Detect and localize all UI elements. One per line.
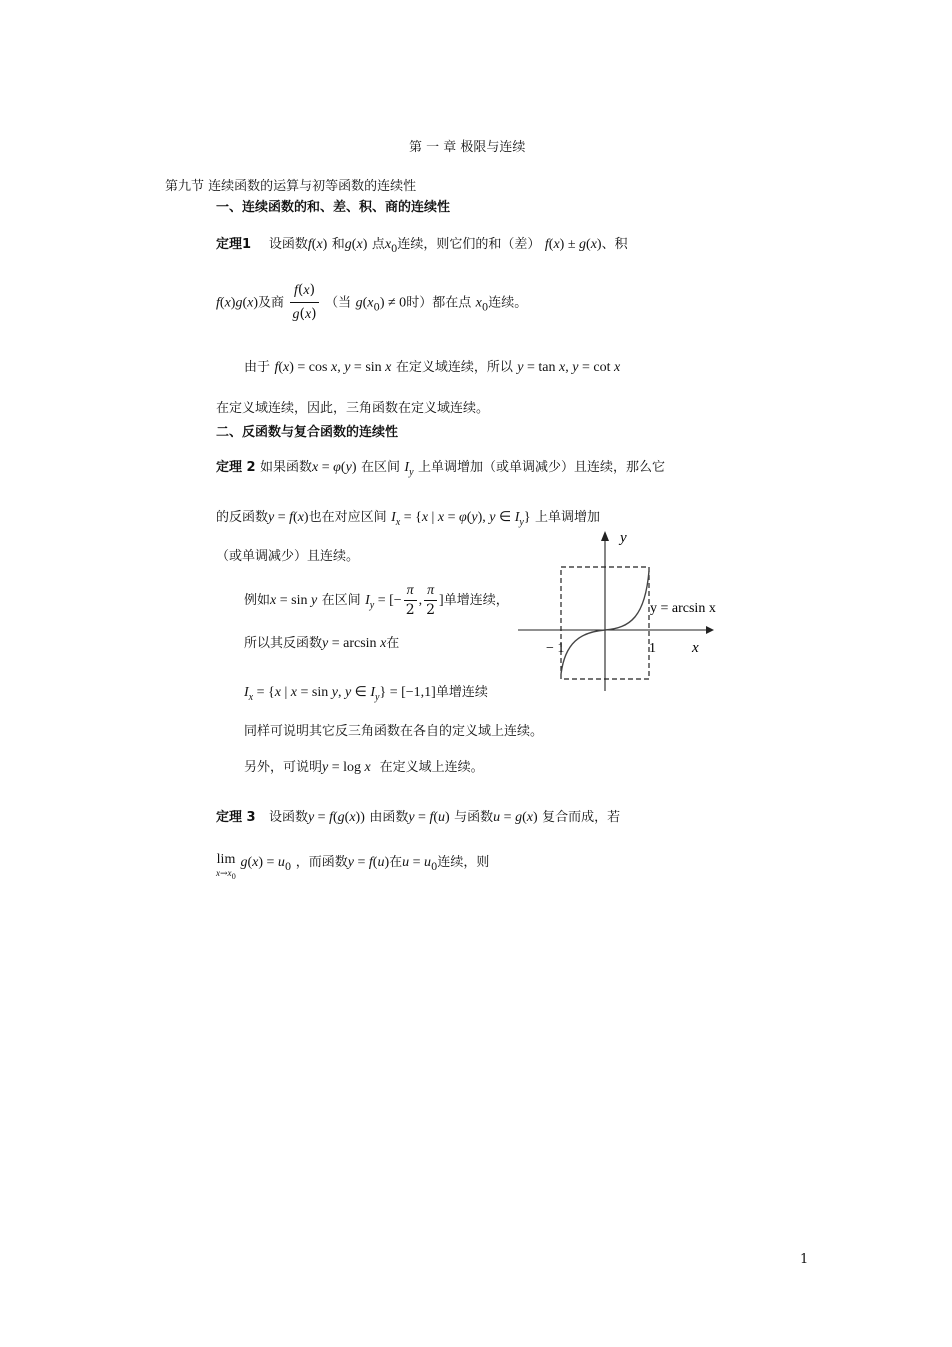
theorem3-label: 定理 3 [216, 810, 256, 825]
limit-expression: lim $x\to x_0$ [216, 852, 237, 881]
theorem1-line1: 定理1 设函数f(x) 和g(x) 点$x_0$连续，则它们的和（差） f(x) ± g(x)、积 [216, 237, 628, 255]
theorem1-text-f: 及商 [258, 295, 285, 311]
heading-sum-product: 一、连续函数的和、差、积、商的连续性 [216, 200, 451, 215]
example-text-h: 另外，可说明 [244, 760, 323, 775]
trig-text-a: 由于 [244, 360, 271, 375]
theorem1-text-g: （当 [325, 295, 352, 311]
example-text-i: 在定义域上连续。 [379, 760, 484, 775]
theorem3-text-d: 复合而成，若 [542, 810, 621, 825]
theorem3-line1: 定理 3 设函数y = f(g(x)) 由函数y = f(u) 与函数u = g(x) 复合而成，若 [216, 810, 621, 825]
tick-label-one: 1 [649, 641, 656, 656]
pi-half-fraction: $\frac{\pi}{2}$ [426, 583, 436, 618]
theorem3-text-c: 与函数 [454, 810, 494, 825]
example-line1: 例如x = sin y 在区间 $I_y$ = [− $\frac{\pi}{2}$ , $\frac{\pi}{2}$ ]单增连续， [244, 583, 509, 618]
quotient-fraction: $\frac{f(x)}{g(x)}$ [290, 279, 318, 326]
theorem1-text-e: 、积 [601, 237, 628, 252]
theorem1-text-b: 和 [331, 237, 345, 252]
axis-x-label: x [692, 640, 699, 656]
pi-half-neg-fraction: $\frac{\pi}{2}$ [405, 583, 415, 618]
theorem2-line2: 的反函数y = f(x)也在对应区间 $I_x = \{x$ | x = φ(y), y ∈ $I_y$} 上单调增加 [216, 510, 601, 528]
theorem2-text-e: 也在对应区间 [308, 510, 387, 525]
theorem3-text-f: 在 [389, 855, 403, 870]
theorem1-line2: f(x)g(x)及商 $\frac{f(x)}{g(x)}$ （当 $g(x_0) \ne 0$时）都在点 $x_0$连续。 [216, 279, 527, 326]
example-text-f: 单增连续 [435, 685, 488, 700]
theorem1-label: 定理1 [216, 237, 252, 252]
theorem2-text-c: 上单调增加（或单调减少）且连续，那么它 [417, 460, 665, 475]
theorem3-text-b: 由函数 [369, 810, 409, 825]
example-text-d: 所以其反函数 [244, 636, 323, 651]
example-line5: 另外，可说明y = log x 在定义域上连续。 [244, 760, 484, 775]
theorem2-text-d: 的反函数 [216, 510, 269, 525]
example-text-b: 在区间 [321, 593, 361, 608]
trig-text-c: 在定义域连续，因此，三角函数在定义域连续。 [216, 401, 490, 416]
x-axis-arrow-icon [706, 626, 714, 634]
chapter-title: 第 一 章 极限与连续 [409, 140, 526, 155]
example-text-g: 同样可说明其它反三角函数在各自的定义域上连续。 [244, 724, 544, 739]
heading-inverse-composite: 二、反函数与复合函数的连续性 [216, 425, 399, 440]
section-title: 第九节 连续函数的运算与初等函数的连续性 [165, 179, 417, 194]
y-axis-arrow-icon [601, 531, 609, 541]
trig-line1: 由于 f(x) = cos x, y = sin x 在定义域连续，所以 y = tan x, y = cot x [244, 360, 621, 375]
theorem2-line1: 定理 2 如果函数x = φ(y) 在区间 $I_y$ 上单调增加（或单调减少）且连续，那么它 [216, 460, 665, 478]
theorem1-text-a: 设函数 [268, 237, 308, 252]
arcsin-figure [510, 525, 750, 695]
tick-label-neg-one: − 1 [546, 641, 565, 656]
example-line3: $I_x = \{x$ | x = sin y, y ∈ $I_y\} = [-1,1]$单增连续 [244, 685, 488, 703]
example-text-a: 例如 [244, 593, 271, 608]
theorem2-text-f: 上单调增加 [535, 510, 601, 525]
curve-label: y = arcsin x [650, 601, 716, 616]
axis-y-label: y [620, 530, 627, 546]
theorem3-line2: lim $x\to x_0$ $g(x) = u_0$ ，而函数y = f(u)在$u = u_0$连续，则 [216, 852, 490, 881]
theorem1-text-h: 时）都在点 [406, 295, 472, 311]
theorem2-text-b: 在区间 [360, 460, 400, 475]
theorem1-text-i: 连续。 [488, 295, 528, 311]
theorem3-text-a: 设函数 [268, 810, 308, 825]
example-text-c: 单增连续， [443, 593, 509, 608]
example-text-e: 在 [386, 636, 400, 651]
theorem3-text-g: 连续，则 [437, 855, 490, 870]
theorem2-text-a: 如果函数 [260, 460, 313, 475]
theorem2-label: 定理 2 [216, 460, 256, 475]
example-line2: 所以其反函数y = arcsin x在 [244, 636, 400, 651]
theorem1-text-d: 连续，则它们的和（差） [397, 237, 541, 252]
theorem3-text-e: ，而函数 [295, 855, 348, 870]
trig-text-b: 在定义域连续，所以 [395, 360, 513, 375]
theorem1-text-c: 点 [371, 237, 385, 252]
page-number: 1 [800, 1252, 809, 1267]
theorem2-text-g: （或单调减少）且连续。 [216, 549, 360, 564]
